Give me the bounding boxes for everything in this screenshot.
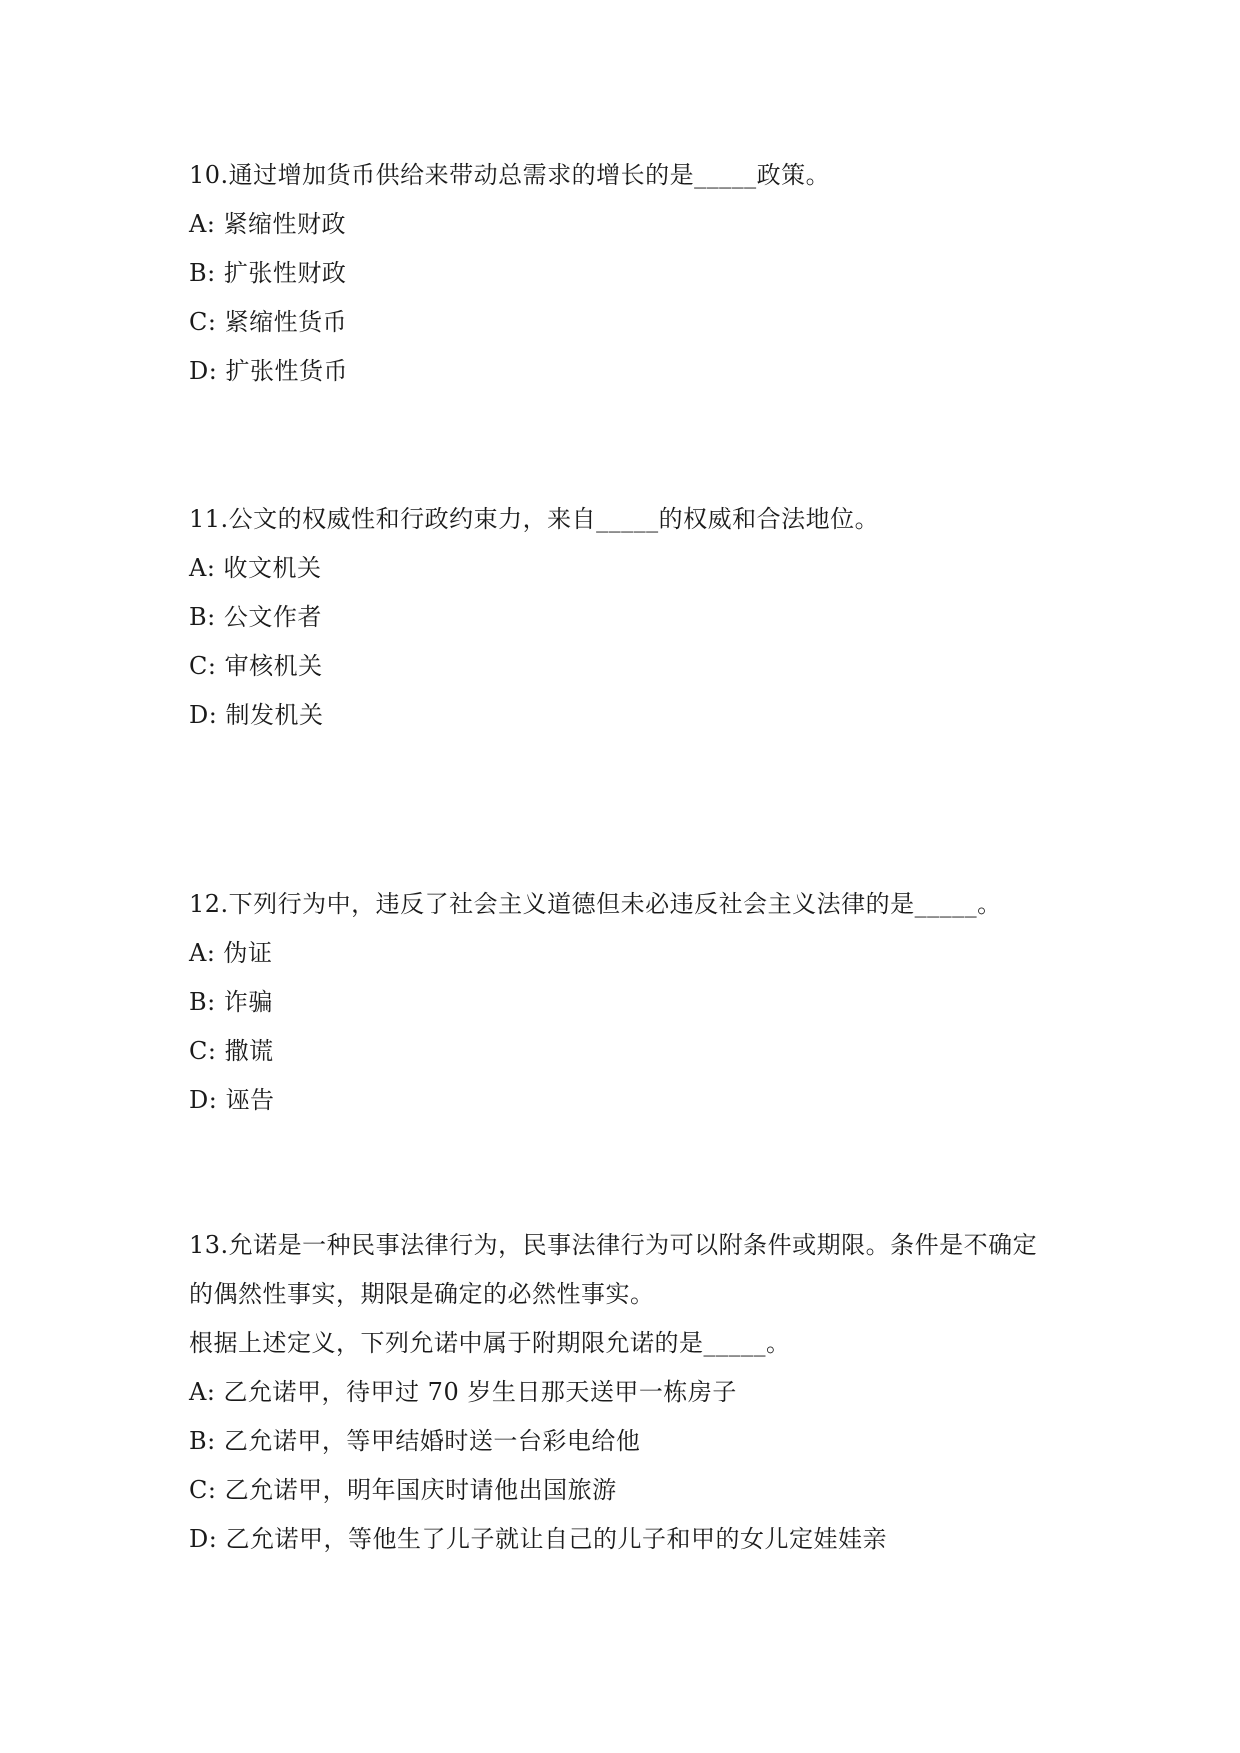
question-13 (189, 1221, 1069, 1564)
option-a: A: 紧缩性财政 (189, 210, 347, 238)
question-12 (189, 880, 1069, 1125)
option-d: D: 诬告 (189, 1086, 275, 1114)
option-a: A: 收文机关 (189, 554, 322, 582)
option-d: D: 乙允诺甲，等他生了儿子就让自己的儿子和甲的女儿定娃娃亲 (189, 1525, 887, 1553)
question-stem-line-1: 13.允诺是一种民事法律行为，民事法律行为可以附条件或期限。条件是不确定 (189, 1231, 1038, 1259)
question-10 (189, 151, 1069, 396)
option-a: A: 伪证 (189, 939, 273, 967)
option-c: C: 撒谎 (189, 1037, 274, 1065)
question-11 (189, 495, 1069, 740)
option-b: B: 公文作者 (189, 603, 322, 631)
question-stem: 11.公文的权威性和行政约束力，来自_____的权威和合法地位。 (189, 505, 880, 533)
option-d: D: 制发机关 (189, 701, 324, 729)
question-stem-line-3: 根据上述定义，下列允诺中属于附期限允诺的是_____。 (189, 1329, 791, 1357)
option-c: C: 审核机关 (189, 652, 323, 680)
option-c: C: 紧缩性货币 (189, 308, 348, 336)
option-b: B: 扩张性财政 (189, 259, 347, 287)
option-a: A: 乙允诺甲，待甲过 70 岁生日那天送甲一栋房子 (189, 1378, 737, 1406)
option-b: B: 乙允诺甲，等甲结婚时送一台彩电给他 (189, 1427, 641, 1455)
question-stem: 12.下列行为中，违反了社会主义道德但未必违反社会主义法律的是_____。 (189, 890, 1002, 918)
question-stem: 10.通过增加货币供给来带动总需求的增长的是_____政策。 (189, 161, 831, 189)
option-b: B: 诈骗 (189, 988, 273, 1016)
option-d: D: 扩张性货币 (189, 357, 348, 385)
option-c: C: 乙允诺甲，明年国庆时请他出国旅游 (189, 1476, 617, 1504)
question-stem-line-2: 的偶然性事实，期限是确定的必然性事实。 (189, 1280, 655, 1308)
